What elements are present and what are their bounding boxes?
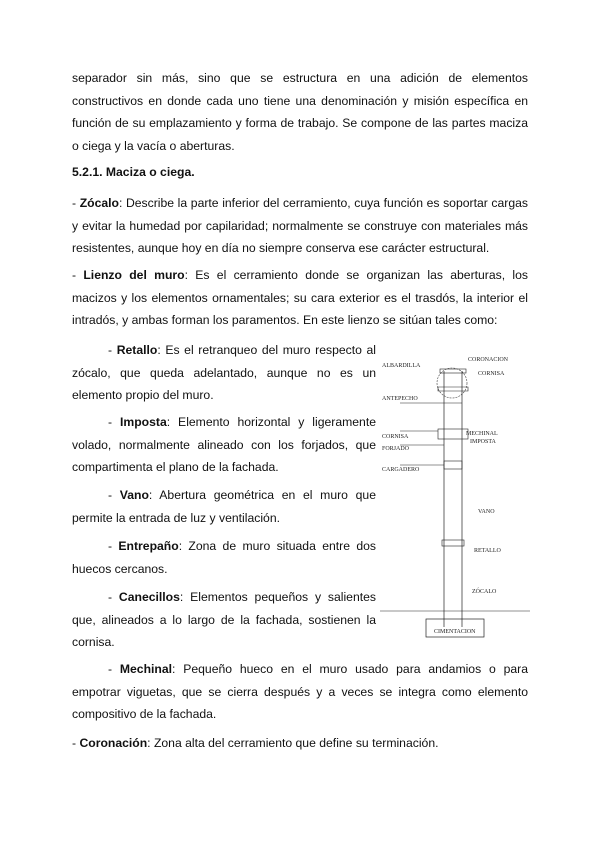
- label-cornisa: CORNISA: [478, 371, 505, 377]
- label-antepecho: ANTEPECHO: [382, 396, 418, 402]
- label-forjado: FORJADO: [382, 446, 410, 452]
- wall-section-diagram: [380, 345, 530, 645]
- coronacion-term: Coronación: [79, 736, 148, 750]
- mechinal-term: Mechinal: [119, 662, 173, 676]
- label-coronacion: CORONACION: [468, 357, 509, 363]
- imposta-shape: [438, 429, 468, 439]
- item-canecillos: - Canecillos: Elementos pequeños y salientes que, alineados a lo largo de la fachada, sostienen la cornisa.: [72, 590, 377, 650]
- zocalo-term: Zócalo: [79, 196, 119, 210]
- coronacion-paragraph: - Coronación: Zona alta del cerramiento que define su terminación.: [72, 736, 439, 750]
- label-cargadero: CARGADERO: [382, 467, 420, 473]
- section-heading: 5.2.1. Maciza o ciega.: [72, 165, 195, 179]
- item-retallo: - Retallo: Es el retranqueo del muro respecto al zócalo, que queda adelantado, aunque no es un elemento propio del muro.: [72, 343, 376, 403]
- zocalo-text: : Describe la parte inferior del cerramiento, cuya función es soportar cargas y evitar la humedad por capilaridad; normalmente se construye con materiales más resistentes, aunque hoy en día no siempre conserva ese carácter estructural.: [72, 196, 528, 256]
- label-imposta: IMPOSTA: [470, 439, 496, 445]
- coronacion-text: : Zona alta del cerramiento que define su terminación.: [147, 736, 439, 750]
- label-albardilla: ALBARDILLA: [382, 363, 421, 369]
- label-cimentacion: CIMENTACION: [434, 629, 476, 635]
- item-imposta: - Imposta: Elemento horizontal y ligeramente volado, normalmente alineado con los forjados, que compartimenta el plano de la fachada.: [72, 415, 376, 475]
- label-zocalo: ZÓCALO: [472, 589, 497, 595]
- lienzo-text: : Es el cerramiento donde se organizan las aberturas, los macizos y los elementos ornamentales; su cara exterior es el trasdós, la interior el intradós, y ambas forman los paramentos. En este lienzo se sitúan tales como:: [72, 268, 528, 328]
- item-vano: - Vano: Abertura geométrica en el muro que permite la entrada de luz y ventilación.: [72, 488, 376, 525]
- cargadero-shape: [444, 461, 462, 469]
- coronacion-detail-circle: [437, 368, 467, 398]
- mechinal-paragraph: - Mechinal: Pequeño hueco en el muro usado para andamios o para empotrar viguetas, que se cierra después y a veces se integra como elemento compositivo de la fachada.: [72, 662, 528, 722]
- mechinal-text: : Pequeño hueco en el muro usado para andamios o para empotrar viguetas, que se cierra después y a veces se integra como elemento compositivo de la fachada.: [72, 662, 528, 722]
- retallo-shape: [442, 540, 464, 546]
- intro-paragraph: separador sin más, sino que se estructura en una adición de elementos constructivos en donde cada uno tiene una denominación y misión específica en función de su emplazamiento y forma de trabajo. Se compone de las partes maciza o ciega y la vacía o aberturas.: [72, 71, 528, 153]
- label-mechinal: MECHINAL: [466, 431, 498, 437]
- label-retallo: RETALLO: [474, 548, 501, 554]
- zocalo-paragraph: - Zócalo: Describe la parte inferior del cerramiento, cuya función es soportar cargas y evitar la humedad por capilaridad; normalmente se construye con materiales más resistentes, aunque hoy en día no siempre conserva ese carácter estructural.: [72, 196, 528, 256]
- item-entrepano: - Entrepaño: Zona de muro situada entre dos huecos cercanos.: [72, 539, 376, 576]
- label-cornisa2: CORNISA: [382, 434, 409, 440]
- lienzo-term: Lienzo del muro: [83, 268, 185, 282]
- lienzo-paragraph: - Lienzo del muro: Es el cerramiento donde se organizan las aberturas, los macizos y los elementos ornamentales; su cara exterior es el trasdós, la interior el intradós, y ambas forman los paramentos. En este lienzo se sitúan tales como:: [72, 268, 528, 328]
- cornisa-shape: [438, 387, 468, 391]
- label-vano: VANO: [478, 509, 495, 515]
